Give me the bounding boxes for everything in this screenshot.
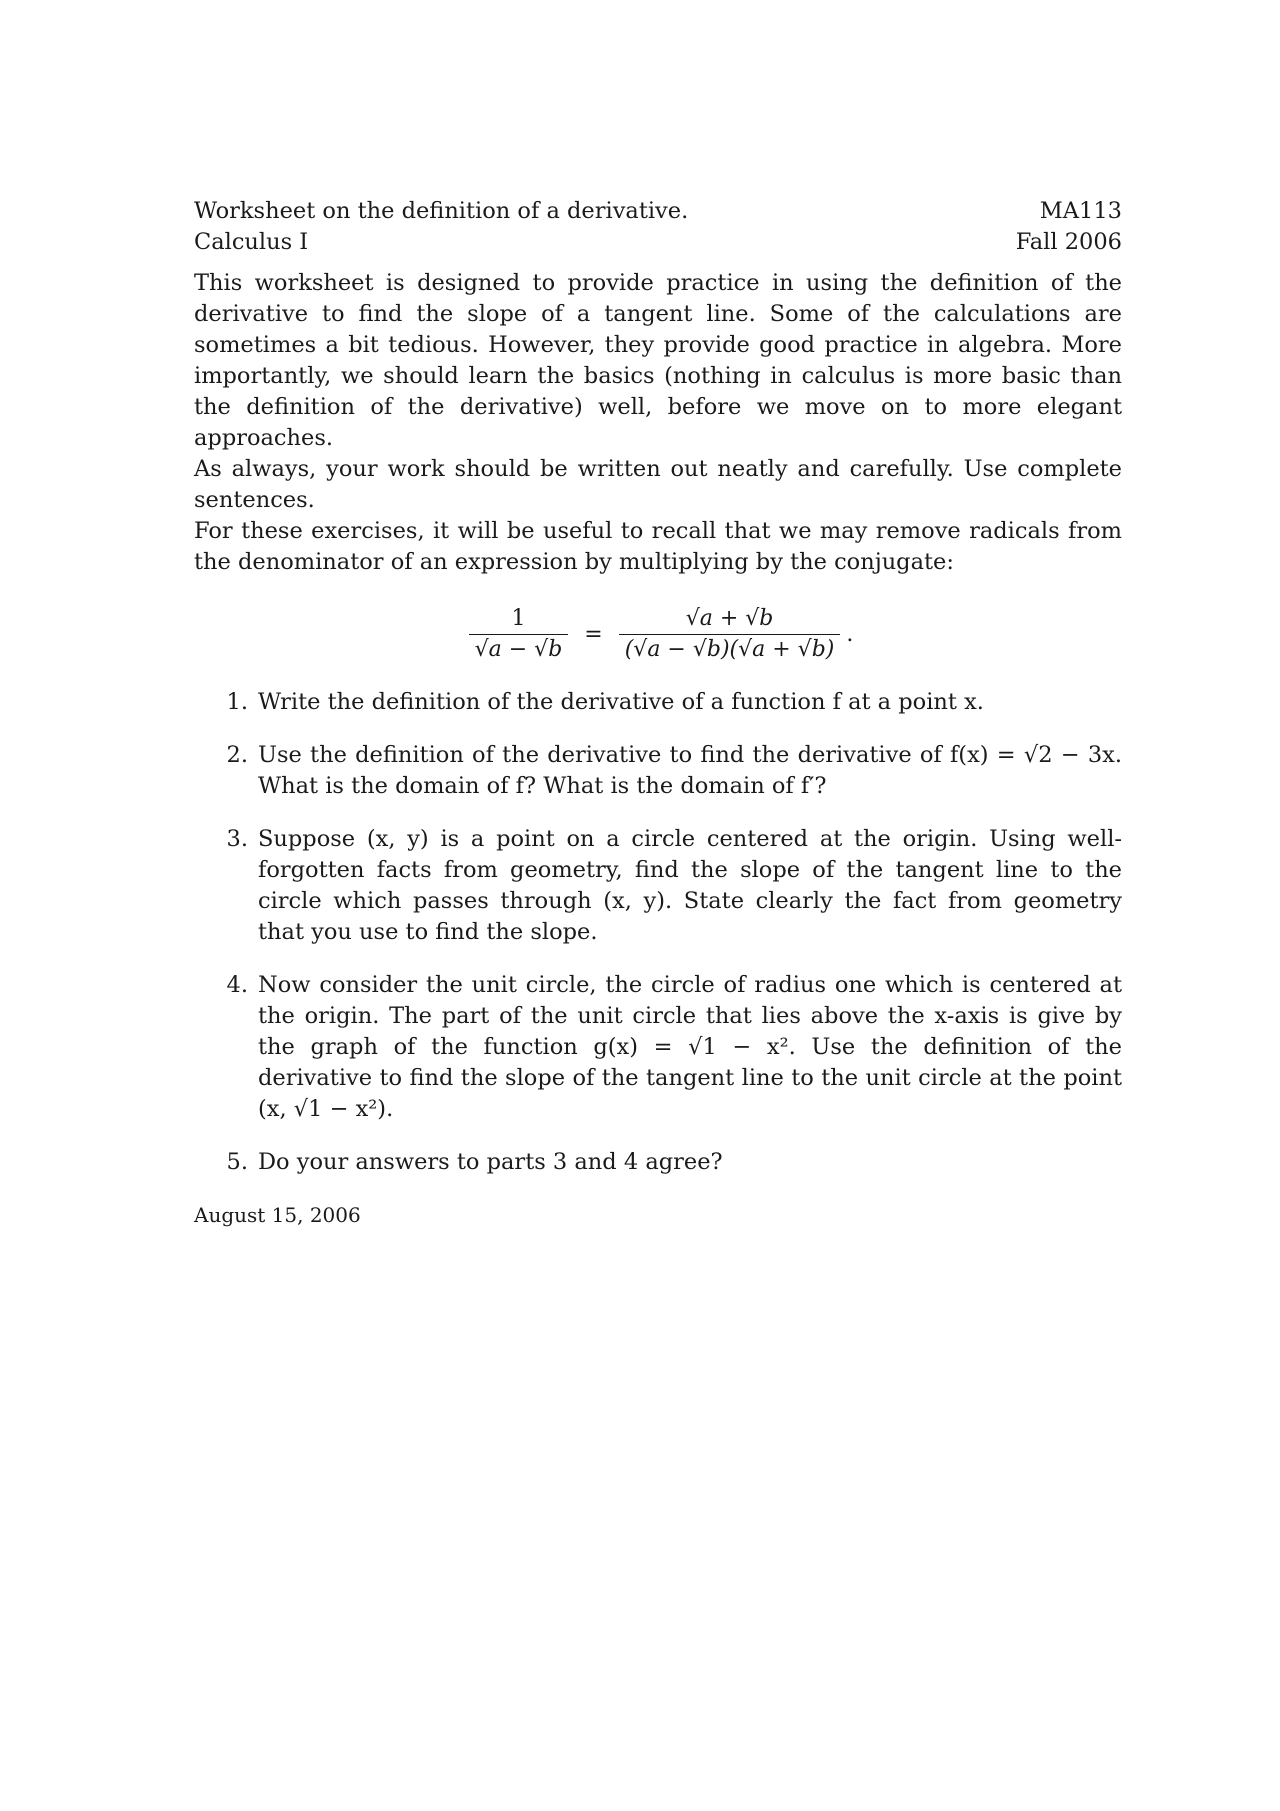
list-item bbox=[194, 824, 1122, 948]
exercise-number: 5. bbox=[226, 1149, 248, 1175]
exercise-text: Do your answers to parts 3 and 4 agree? bbox=[258, 1149, 723, 1175]
introduction bbox=[194, 268, 1122, 578]
exercise-text: Write the definition of the derivative of a function f at a point x. bbox=[258, 689, 984, 715]
rhs-numerator: √a + √b bbox=[685, 606, 774, 631]
lhs-fraction bbox=[469, 604, 569, 665]
intro-paragraph-3: For these exercises, it will be useful to recall that we may remove radicals from the denominator of an expression by multiplying by the conjugate: bbox=[194, 518, 1122, 575]
list-item bbox=[194, 687, 1122, 718]
exercise-text: Now consider the unit circle, the circle of radius one which is centered at the origin. The part of the unit circle that lies above the x-axis is give by the graph of the function g(x) = √1 − x². Use the definition of the derivative to find the slope of the tangent line to the unit circle at the point (x, √1 − x²). bbox=[258, 972, 1122, 1122]
lhs-denominator: √a − √b bbox=[469, 634, 569, 665]
list-item bbox=[194, 970, 1122, 1125]
conjugate-formula bbox=[194, 604, 1122, 665]
worksheet-title: Worksheet on the definition of a derivative. bbox=[194, 198, 689, 224]
exercise-number: 4. bbox=[226, 972, 248, 998]
course-code: MA113 bbox=[1039, 198, 1122, 224]
intro-paragraph-2: As always, your work should be written out neatly and carefully. Use complete sentences. bbox=[194, 456, 1122, 513]
exercise-number: 3. bbox=[226, 826, 248, 852]
formula-period: . bbox=[846, 622, 854, 647]
course-name: Calculus I bbox=[194, 229, 309, 255]
equals-sign: = bbox=[584, 622, 603, 647]
exercise-number: 1. bbox=[226, 689, 248, 715]
list-item bbox=[194, 1147, 1122, 1178]
exercise-text: Suppose (x, y) is a point on a circle centered at the origin. Using well-forgotten facts from geometry, find the slope of the tangent line to the circle which passes through (x, y). State clearly the fact from geometry that you use to find the slope. bbox=[258, 826, 1122, 945]
lhs-numerator: 1 bbox=[511, 606, 526, 631]
header-right bbox=[1016, 196, 1122, 258]
intro-paragraph-1: This worksheet is designed to provide practice in using the definition of the derivative to find the slope of a tangent line. Some of the calculations are sometimes a bit tedious. However, they provide good practice in algebra. More importantly, we should learn the basics (nothing in calculus is more basic than the definition of the derivative) well, before we move on to more elegant approaches. bbox=[194, 270, 1122, 451]
list-item bbox=[194, 740, 1122, 802]
exercise-text: Use the definition of the derivative to find the derivative of f(x) = √2 − 3x. What is the domain of f? What is the domain of f′? bbox=[258, 742, 1122, 799]
document-header bbox=[194, 196, 1122, 258]
document-date: August 15, 2006 bbox=[194, 1203, 361, 1227]
rhs-denominator: (√a − √b)(√a + √b) bbox=[619, 634, 841, 665]
rhs-fraction bbox=[619, 604, 841, 665]
worksheet-page bbox=[194, 196, 1122, 1231]
exercise-number: 2. bbox=[226, 742, 248, 768]
header-left bbox=[194, 196, 688, 258]
term: Fall 2006 bbox=[1015, 229, 1122, 255]
exercise-list bbox=[194, 687, 1122, 1178]
